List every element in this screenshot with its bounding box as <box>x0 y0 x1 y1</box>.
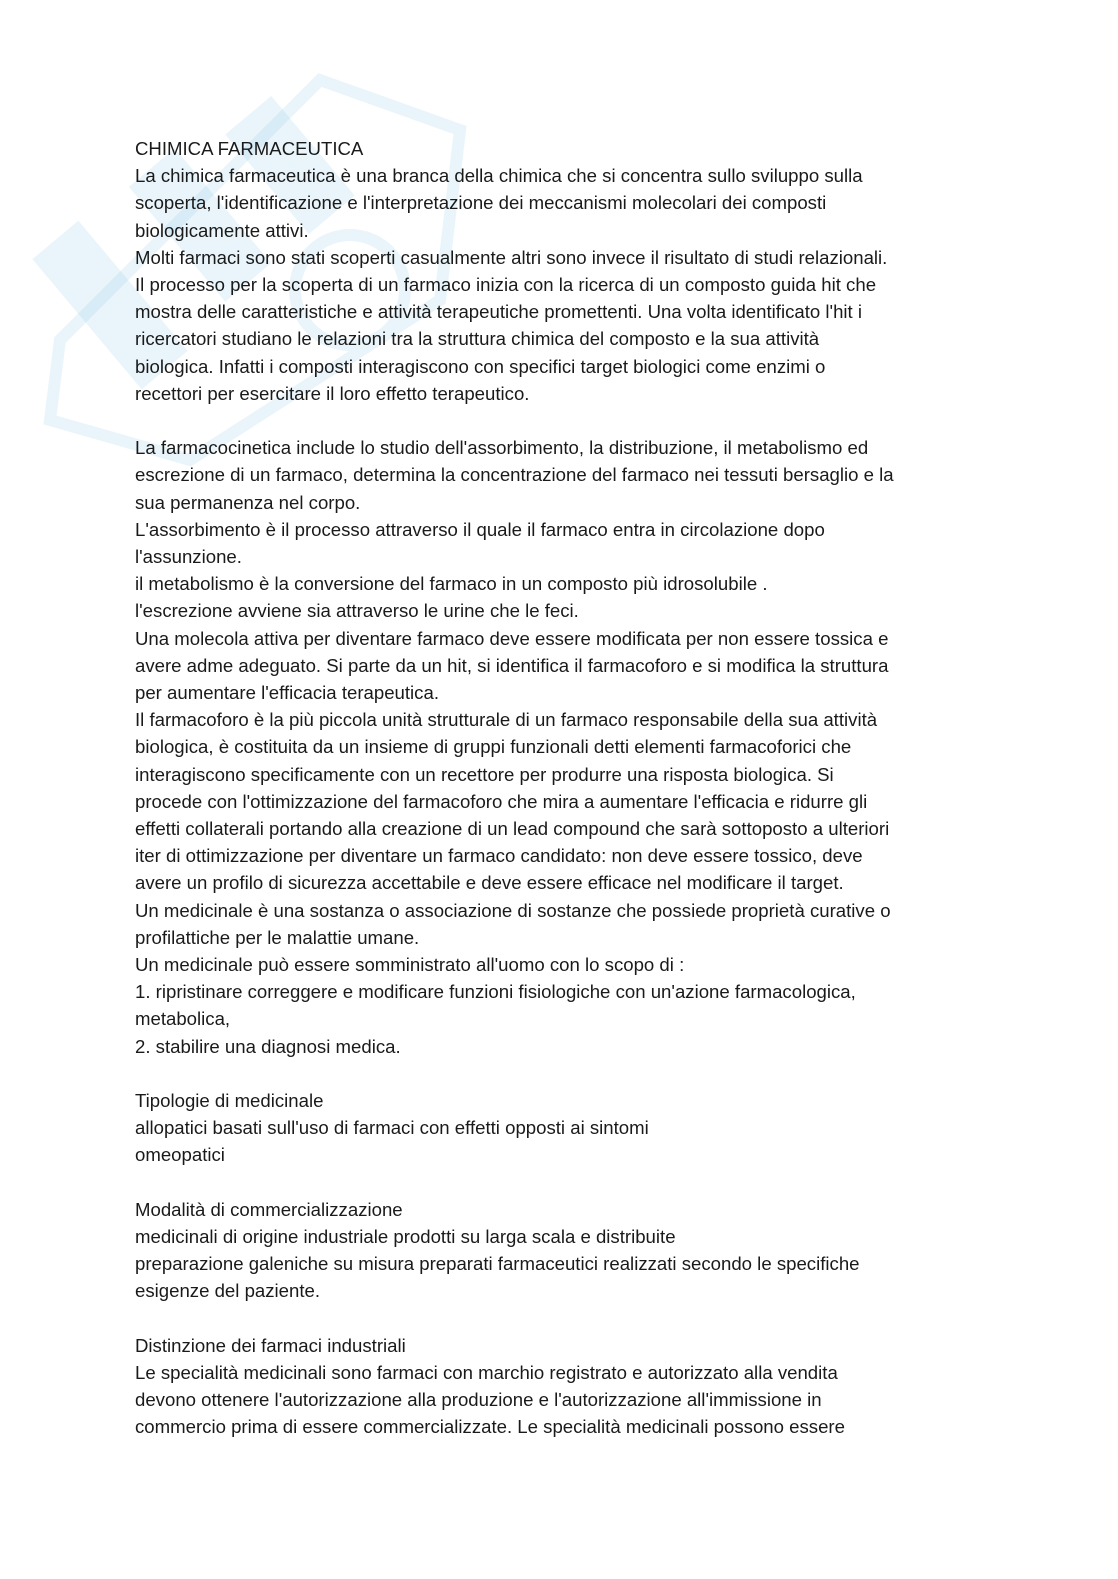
text-line: procede con l'ottimizzazione del farmacoforo che mira a aumentare l'efficacia e ridurre gli <box>135 790 868 812</box>
text-line: Molti farmaci sono stati scoperti casualmente altri sono invece il risultato di studi relazionali. <box>135 246 888 268</box>
text-line: devono ottenere l'autorizzazione alla produzione e l'autorizzazione all'immissione in <box>135 1389 822 1411</box>
text-line: recettori per esercitare il loro effetto terapeutico. <box>135 382 530 404</box>
document-page <box>135 135 985 1441</box>
text-line: l'assunzione. <box>135 546 242 568</box>
text-line: l'escrezione avviene sia attraverso le urine che le feci. <box>135 600 579 622</box>
text-line: il metabolismo è la conversione del farmaco in un composto più idrosolubile . <box>135 573 768 595</box>
text-line: metabolica, <box>135 1008 231 1030</box>
paragraph-gap <box>135 407 985 434</box>
text-line: escrezione di un farmaco, determina la concentrazione del farmaco nei tessuti bersaglio e la <box>135 464 894 486</box>
paragraph-gap <box>135 1305 985 1332</box>
text-line: iter di ottimizzazione per diventare un farmaco candidato: non deve essere tossico, deve <box>135 845 863 867</box>
text-line: 2. stabilire una diagnosi medica. <box>135 1035 401 1057</box>
text-line: per aumentare l'efficacia terapeutica. <box>135 682 439 704</box>
paragraph-gap <box>135 1060 985 1087</box>
text-line: biologica, è costituita da un insieme di gruppi funzionali detti elementi farmacoforici che <box>135 736 852 758</box>
text-line: 1. ripristinare correggere e modificare funzioni fisiologiche con un'azione farmacologica, <box>135 981 856 1003</box>
text-line: medicinali di origine industriale prodotti su larga scala e distribuite <box>135 1226 676 1248</box>
text-line: Un medicinale può essere somministrato all'uomo con lo scopo di : <box>135 954 685 976</box>
text-line: Una molecola attiva per diventare farmaco deve essere modificata per non essere tossica e <box>135 627 889 649</box>
paragraph-gap <box>135 1169 985 1196</box>
text-line: sua permanenza nel corpo. <box>135 491 361 513</box>
text-line: effetti collaterali portando alla creazione di un lead compound che sarà sottoposto a ulteriori <box>135 818 890 840</box>
text-line: mostra delle caratteristiche e attività terapeutiche promettenti. Una volta identificato l'hit i <box>135 301 862 323</box>
text-line: esigenze del paziente. <box>135 1280 321 1302</box>
document-title: CHIMICA FARMACEUTICA <box>135 138 364 159</box>
text-line: Il farmacoforo è la più piccola unità strutturale di un farmaco responsabile della sua attività <box>135 709 878 731</box>
text-line: Distinzione dei farmaci industriali <box>135 1334 406 1356</box>
text-line: biologicamente attivi. <box>135 219 309 241</box>
text-line: profilattiche per le malattie umane. <box>135 926 420 948</box>
text-line: biologica. Infatti i composti interagiscono con specifici target biologici come enzimi o <box>135 355 826 377</box>
text-line: Il processo per la scoperta di un farmaco inizia con la ricerca di un composto guida hit che <box>135 274 877 296</box>
text-line: Un medicinale è una sostanza o associazione di sostanze che possiede proprietà curative o <box>135 899 891 921</box>
text-line: commercio prima di essere commercializzate. Le specialità medicinali possono essere <box>135 1416 845 1438</box>
text-line: La chimica farmaceutica è una branca della chimica che si concentra sullo sviluppo sulla <box>135 165 863 187</box>
text-line: L'assorbimento è il processo attraverso il quale il farmaco entra in circolazione dopo <box>135 518 825 540</box>
text-line: La farmacocinetica include lo studio dell'assorbimento, la distribuzione, il metabolismo ed <box>135 437 869 459</box>
text-line: avere adme adeguato. Si parte da un hit, si identifica il farmacoforo e si modifica la struttura <box>135 654 889 676</box>
text-line: preparazione galeniche su misura preparati farmaceutici realizzati secondo le specifiche <box>135 1253 860 1275</box>
text-line: scoperta, l'identificazione e l'interpretazione dei meccanismi molecolari dei composti <box>135 192 827 214</box>
text-line: Tipologie di medicinale <box>135 1090 324 1112</box>
text-line: Le specialità medicinali sono farmaci con marchio registrato e autorizzato alla vendita <box>135 1362 838 1384</box>
text-line: allopatici basati sull'uso di farmaci con effetti opposti ai sintomi <box>135 1117 649 1139</box>
text-line: omeopatici <box>135 1144 225 1166</box>
text-line: interagiscono specificamente con un recettore per produrre una risposta biologica. Si <box>135 763 834 785</box>
text-line: Modalità di commercializzazione <box>135 1198 403 1220</box>
text-line: ricercatori studiano le relazioni tra la struttura chimica del composto e la sua attività <box>135 328 820 350</box>
text-line: avere un profilo di sicurezza accettabile e deve essere efficace nel modificare il target. <box>135 872 844 894</box>
